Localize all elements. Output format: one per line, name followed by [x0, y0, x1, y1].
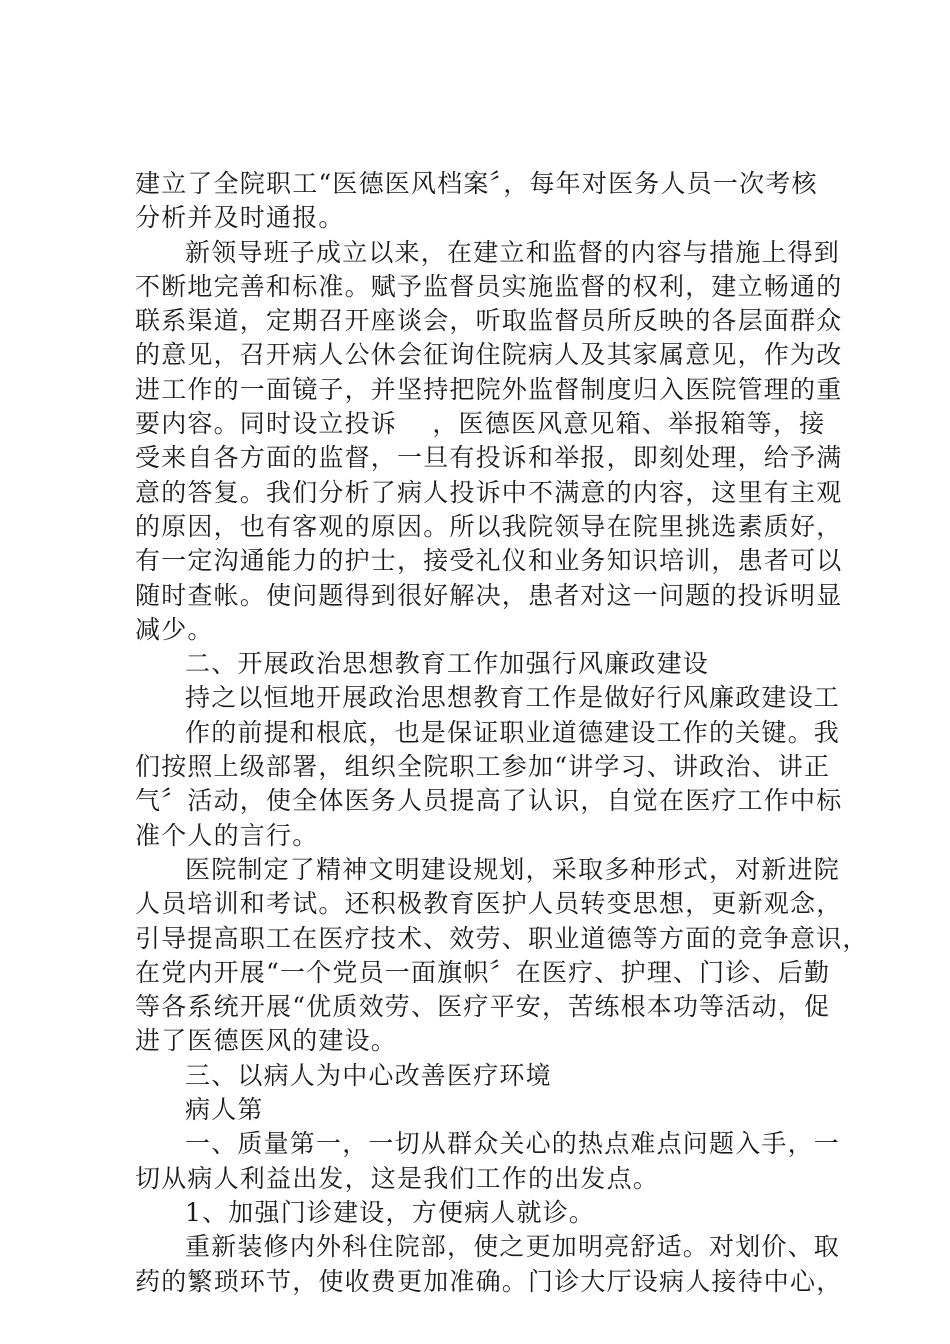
text-line: 建立了全院职工“医德医风档案〞，每年对医务人员一次考核: [135, 169, 818, 198]
text-line: 有一定沟通能力的护士，接受礼仪和业务知识培训，患者可以: [135, 546, 843, 576]
text-line: 新领导班子成立以来，在建立和监督的内容与措施上得到: [185, 237, 841, 267]
text-line: 要内容。同时设立投诉 ，医德医风意见箱、举报箱等，接: [135, 409, 826, 439]
text-line: 准个人的言行。: [135, 820, 319, 850]
text-line: 病人第: [185, 1095, 264, 1125]
text-line: 人员培训和考试。还积极教育医护人员转变思想，更新观念，: [135, 889, 843, 919]
text-line: 医院制定了精神文明建设规划，采取多种形式，对新进院: [185, 854, 841, 884]
text-line: 的意见，召开病人公休会征询住院病人及其家属意见，作为改: [135, 340, 843, 370]
text-line: 进工作的一面镜子，并坚持把院外监督制度归入医院管理的重: [135, 374, 843, 404]
text-line: 分析并及时通报。: [135, 203, 345, 233]
text-line: 切从病人利益出发，这是我们工作的出发点。: [135, 1163, 660, 1193]
text-line: 二、开展政治思想教育工作加强行风廉政建设: [185, 649, 710, 679]
text-line: 的原因，也有客观的原因。所以我院领导在院里挑选素质好，: [135, 511, 843, 541]
text-line: 三、以病人为中心改善医疗环境: [185, 1060, 552, 1090]
text-line: 一、质量第一，一切从群众关心的热点难点问题入手，一: [185, 1129, 841, 1159]
text-line: 引导提高职工在医疗技术、效劳、职业道德等方面的竞争意识，: [135, 923, 869, 953]
text-line: 不断地完善和标准。赋予监督员实施监督的权利，建立畅通的: [135, 271, 843, 301]
text-line: 联系渠道，定期召开座谈会，听取监督员所反映的各层面群众: [135, 306, 843, 336]
text-line: 在党内开展“一个党员一面旗帜〞在医疗、护理、门诊、后勤: [135, 957, 831, 987]
text-line: 意的答复。我们分析了病人投诉中不满意的内容，这里有主观: [135, 477, 843, 507]
document-body: [135, 167, 869, 1299]
text-line: 药的繁琐环节，使收费更加准确。门诊大厅设病人接待中心，: [135, 1266, 843, 1296]
text-line: 重新装修内外科住院部，使之更加明亮舒适。对划价、取: [185, 1232, 841, 1262]
text-line: 作的前提和根底，也是保证职业道德建设工作的关键。我: [185, 717, 841, 747]
text-line: 进了医德医风的建设。: [135, 1026, 398, 1056]
text-line: 持之以恒地开展政治思想教育工作是做好行风廉政建设工: [185, 683, 841, 713]
text-line: 随时查帐。使问题得到很好解决，患者对这一问题的投诉明显: [135, 580, 843, 610]
text-line: 们按照上级部署，组织全院职工参加“讲学习、讲政治、讲正: [135, 752, 831, 782]
text-line: 受来自各方面的监督，一旦有投诉和举报，即刻处理，给予满: [135, 443, 843, 473]
text-line: 等各系统开展“优质效劳、医疗平安，苦练根本功等活动，促: [135, 992, 831, 1022]
text-line: 1、加强门诊建设，方便病人就诊。: [185, 1197, 596, 1227]
text-line: 减少。: [135, 614, 214, 644]
text-line: 气〞活动，使全体医务人员提高了认识，自觉在医疗工作中标: [135, 786, 843, 816]
